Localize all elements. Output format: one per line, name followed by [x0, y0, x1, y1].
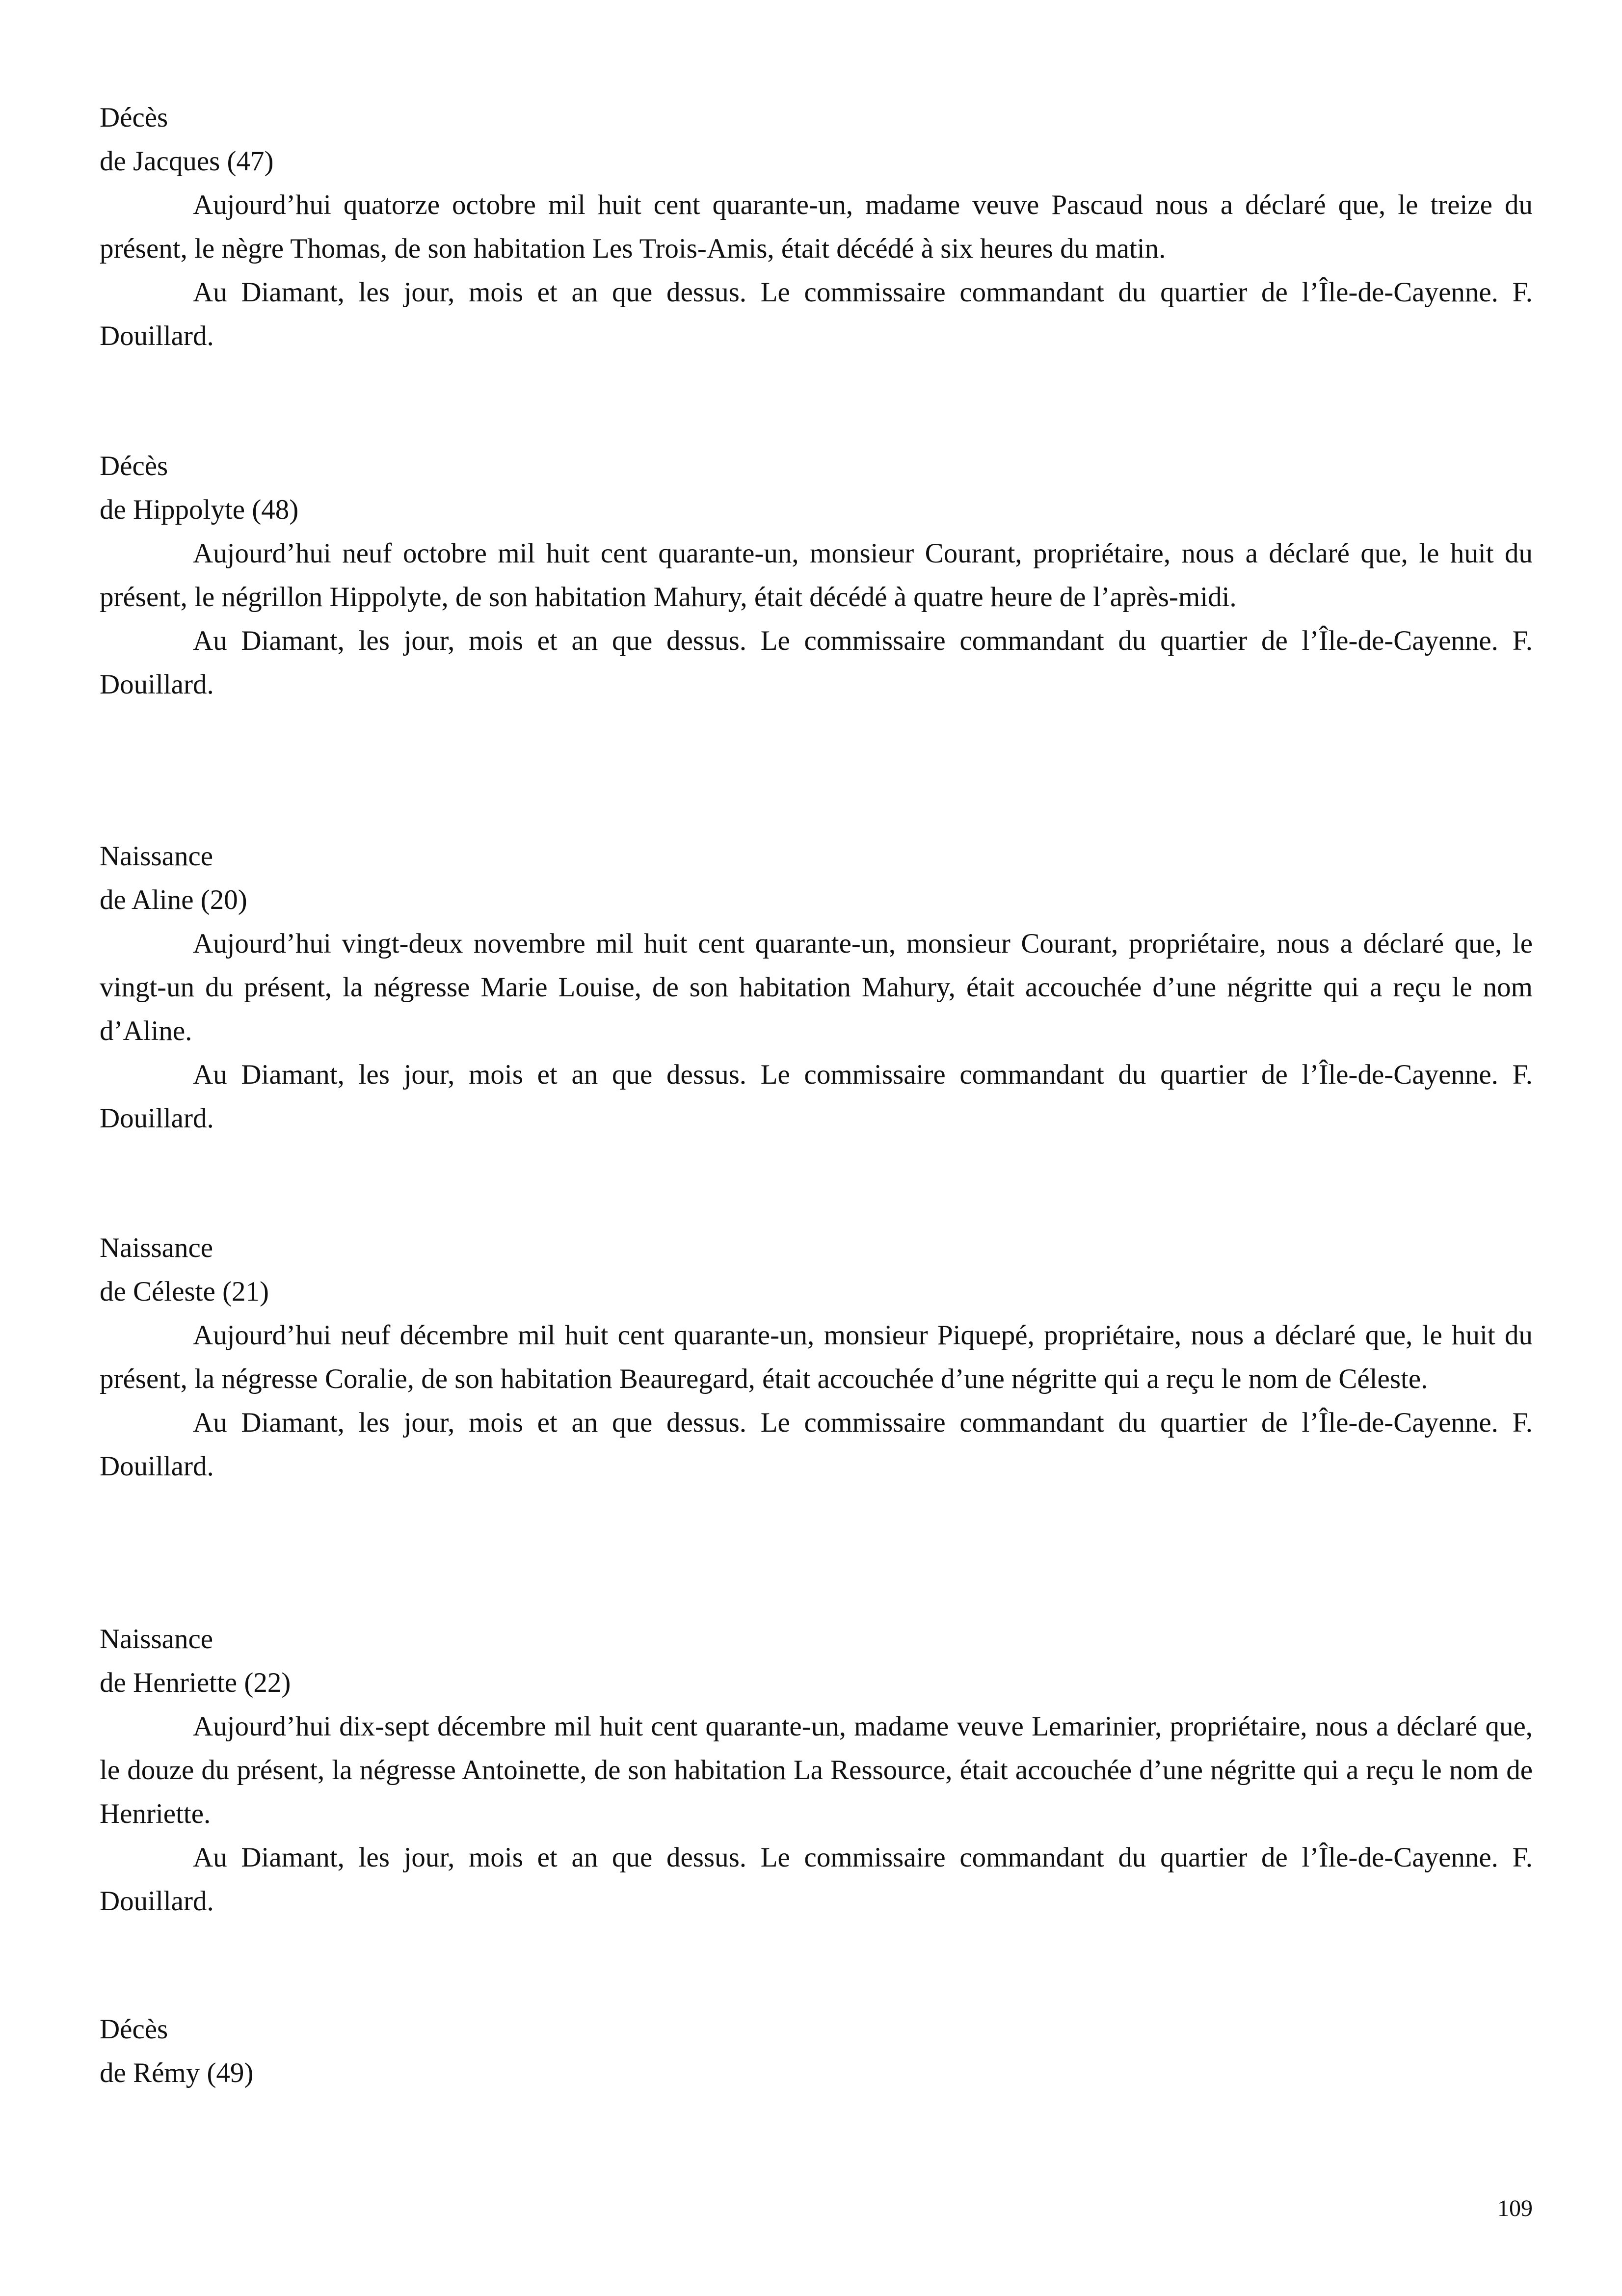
record-subject: de Céleste (21) — [100, 1276, 269, 1307]
record-subject: de Henriette (22) — [100, 1667, 291, 1698]
record-declaration: Aujourd’hui vingt-deux novembre mil huit cent quarante-un, monsieur Courant, propriétaire, nous a déclaré que, le vingt-un du présent, la négresse Marie Louise, de son habitation Mahury, était accouchée d’une négritte qui a reçu le nom d’Aline. — [100, 928, 1533, 1046]
record-entry-henriette — [100, 1617, 1533, 1923]
record-subject: de Hippolyte (48) — [100, 494, 299, 525]
record-subject: de Aline (20) — [100, 884, 247, 915]
record-attestation: Au Diamant, les jour, mois et an que dessus. Le commissaire commandant du quartier de l’Île-de-Cayenne. F. Douillard. — [100, 277, 1533, 351]
record-type: Naissance — [100, 841, 213, 872]
record-type: Décès — [100, 451, 168, 481]
record-declaration: Aujourd’hui neuf octobre mil huit cent quarante-un, monsieur Courant, propriétaire, nous a déclaré que, le huit du présent, le négrillon Hippolyte, de son habitation Mahury, était décédé à quatre heure de l’après-midi. — [100, 538, 1533, 613]
record-declaration: Aujourd’hui quatorze octobre mil huit cent quarante-un, madame veuve Pascaud nous a déclaré que, le treize du présent, le nègre Thomas, de son habitation Les Trois-Amis, était décédé à six heures du matin. — [100, 189, 1533, 264]
record-attestation: Au Diamant, les jour, mois et an que dessus. Le commissaire commandant du quartier de l’Île-de-Cayenne. F. Douillard. — [100, 1842, 1533, 1917]
record-attestation: Au Diamant, les jour, mois et an que dessus. Le commissaire commandant du quartier de l’Île-de-Cayenne. F. Douillard. — [100, 625, 1533, 700]
record-subject: de Jacques (47) — [100, 146, 274, 177]
record-type: Naissance — [100, 1624, 213, 1655]
record-type: Décès — [100, 2014, 168, 2045]
record-attestation: Au Diamant, les jour, mois et an que dessus. Le commissaire commandant du quartier de l’Île-de-Cayenne. F. Douillard. — [100, 1059, 1533, 1134]
record-declaration: Aujourd’hui dix-sept décembre mil huit cent quarante-un, madame veuve Lemarinier, propriétaire, nous a déclaré que, le douze du présent, la négresse Antoinette, de son habitation La Ressource, était accouchée d’une négritte qui a reçu le nom de Henriette. — [100, 1711, 1533, 1829]
record-entry-remy — [100, 2007, 1533, 2095]
record-entry-hippolyte — [100, 444, 1533, 706]
record-type: Décès — [100, 102, 168, 133]
record-subject: de Rémy (49) — [100, 2057, 254, 2088]
record-entry-jacques — [100, 96, 1533, 358]
record-attestation: Au Diamant, les jour, mois et an que dessus. Le commissaire commandant du quartier de l’Île-de-Cayenne. F. Douillard. — [100, 1407, 1533, 1482]
record-entry-celeste — [100, 1226, 1533, 1488]
record-entry-aline — [100, 834, 1533, 1140]
record-type: Naissance — [100, 1232, 213, 1263]
page-number: 109 — [1497, 2195, 1533, 2221]
record-declaration: Aujourd’hui neuf décembre mil huit cent quarante-un, monsieur Piquepé, propriétaire, nous a déclaré que, le huit du présent, la négresse Coralie, de son habitation Beauregard, était accouchée d’une négritte qui a reçu le nom de Céleste. — [100, 1320, 1533, 1394]
